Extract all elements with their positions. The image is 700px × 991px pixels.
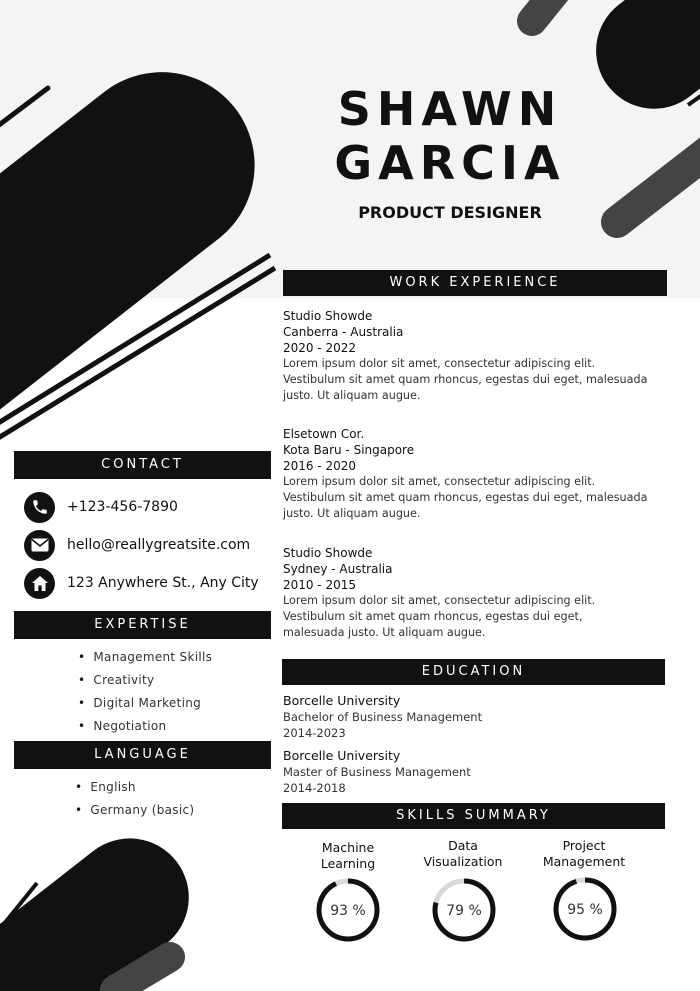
work-desc-line: Lorem ipsum dolor sit amet, consectetur adipiscing elit. bbox=[283, 357, 596, 370]
work-company: Studio Showde bbox=[283, 309, 373, 323]
skill-title-line: Management bbox=[542, 854, 626, 869]
expertise-item: • Creativity bbox=[78, 669, 212, 692]
expertise-heading: EXPERTISE bbox=[14, 611, 271, 639]
work-experience-heading: WORK EXPERIENCE bbox=[283, 270, 667, 296]
contact-email bbox=[24, 529, 284, 561]
skill-title bbox=[524, 838, 644, 870]
expertise-item: • Digital Marketing bbox=[78, 692, 212, 715]
expertise-item: • Management Skills bbox=[78, 646, 212, 669]
phone-icon bbox=[24, 492, 55, 523]
contact-phone bbox=[24, 491, 284, 523]
skill-title bbox=[288, 840, 408, 872]
top-right-gray-bar bbox=[532, 0, 565, 21]
work-years: 2016 - 2020 bbox=[283, 459, 357, 473]
work-desc-line: Vestibulum sit amet quam rhoncus, egestas dui eget, malesuada bbox=[283, 491, 648, 504]
contact-heading: CONTACT bbox=[14, 451, 271, 479]
work-desc-line: Vestibulum sit amet quam rhoncus, egestas dui eget, malesuada bbox=[283, 373, 648, 386]
education-item bbox=[283, 747, 663, 796]
work-location: Kota Baru - Singapore bbox=[283, 443, 415, 457]
language-item: • Germany (basic) bbox=[75, 799, 194, 822]
work-location: Canberra - Australia bbox=[283, 325, 404, 339]
skill-title bbox=[403, 838, 523, 870]
work-company: Elsetown Cor. bbox=[283, 427, 365, 441]
work-desc-line: malesuada justo. Ut aliquam augue. bbox=[283, 626, 486, 639]
language-item: • English bbox=[75, 776, 194, 799]
work-item bbox=[283, 426, 663, 522]
work-desc-line: justo. Ut aliquam augue. bbox=[283, 389, 421, 402]
name-last: GARCIA bbox=[334, 136, 566, 190]
name-first: SHAWN bbox=[337, 82, 563, 136]
work-desc-line: Lorem ipsum dolor sit amet, consectetur adipiscing elit. bbox=[283, 475, 596, 488]
skill-percent-label: 95 % bbox=[567, 902, 603, 918]
work-company: Studio Showde bbox=[283, 546, 373, 560]
education-school: Borcelle University bbox=[283, 693, 401, 708]
email-icon bbox=[24, 530, 55, 561]
work-item bbox=[283, 545, 663, 641]
phone-text[interactable]: +123-456-7890 bbox=[67, 499, 178, 515]
education-degree: Bachelor of Business Management bbox=[283, 710, 483, 724]
work-desc-line: Vestibulum sit amet quam rhoncus, egestas dui eget, bbox=[283, 610, 583, 623]
skill-percent-label: 93 % bbox=[330, 903, 366, 919]
contact-address bbox=[24, 567, 284, 599]
expertise-list bbox=[78, 646, 212, 738]
education-years: 2014-2018 bbox=[283, 781, 346, 795]
job-title: PRODUCT DESIGNER bbox=[358, 203, 542, 222]
work-desc-line: Lorem ipsum dolor sit amet, consectetur adipiscing elit. bbox=[283, 594, 596, 607]
skill-ring bbox=[551, 875, 619, 943]
expertise-item: • Negotiation bbox=[78, 715, 212, 738]
work-desc-line: justo. Ut aliquam augue. bbox=[283, 507, 421, 520]
address-text: 123 Anywhere St., Any City bbox=[67, 575, 259, 591]
education-degree: Master of Business Management bbox=[283, 765, 471, 779]
work-years: 2020 - 2022 bbox=[283, 341, 357, 355]
skills-heading: SKILLS SUMMARY bbox=[282, 803, 665, 829]
skill-ring bbox=[430, 876, 498, 944]
education-item bbox=[283, 692, 663, 741]
education-years: 2014-2023 bbox=[283, 726, 346, 740]
skill-percent-label: 79 % bbox=[446, 903, 482, 919]
home-icon bbox=[24, 568, 55, 599]
education-school: Borcelle University bbox=[283, 748, 401, 763]
skill-ring bbox=[314, 876, 382, 944]
skill-title-line: Learning bbox=[320, 856, 376, 871]
skill-title-line: Visualization bbox=[423, 854, 503, 869]
skill-title-line: Project bbox=[562, 838, 606, 853]
email-text[interactable]: hello@reallygreatsite.com bbox=[67, 537, 251, 553]
language-list bbox=[75, 776, 194, 822]
work-location: Sydney - Australia bbox=[283, 562, 393, 576]
education-heading: EDUCATION bbox=[282, 659, 665, 685]
language-heading: LANGUAGE bbox=[14, 741, 271, 769]
work-item bbox=[283, 308, 663, 404]
right-gray-bar bbox=[617, 150, 700, 222]
top-left-line bbox=[0, 88, 48, 128]
skill-title-line: Machine bbox=[321, 840, 375, 855]
skill-title-line: Data bbox=[448, 838, 478, 853]
work-years: 2010 - 2015 bbox=[283, 578, 357, 592]
